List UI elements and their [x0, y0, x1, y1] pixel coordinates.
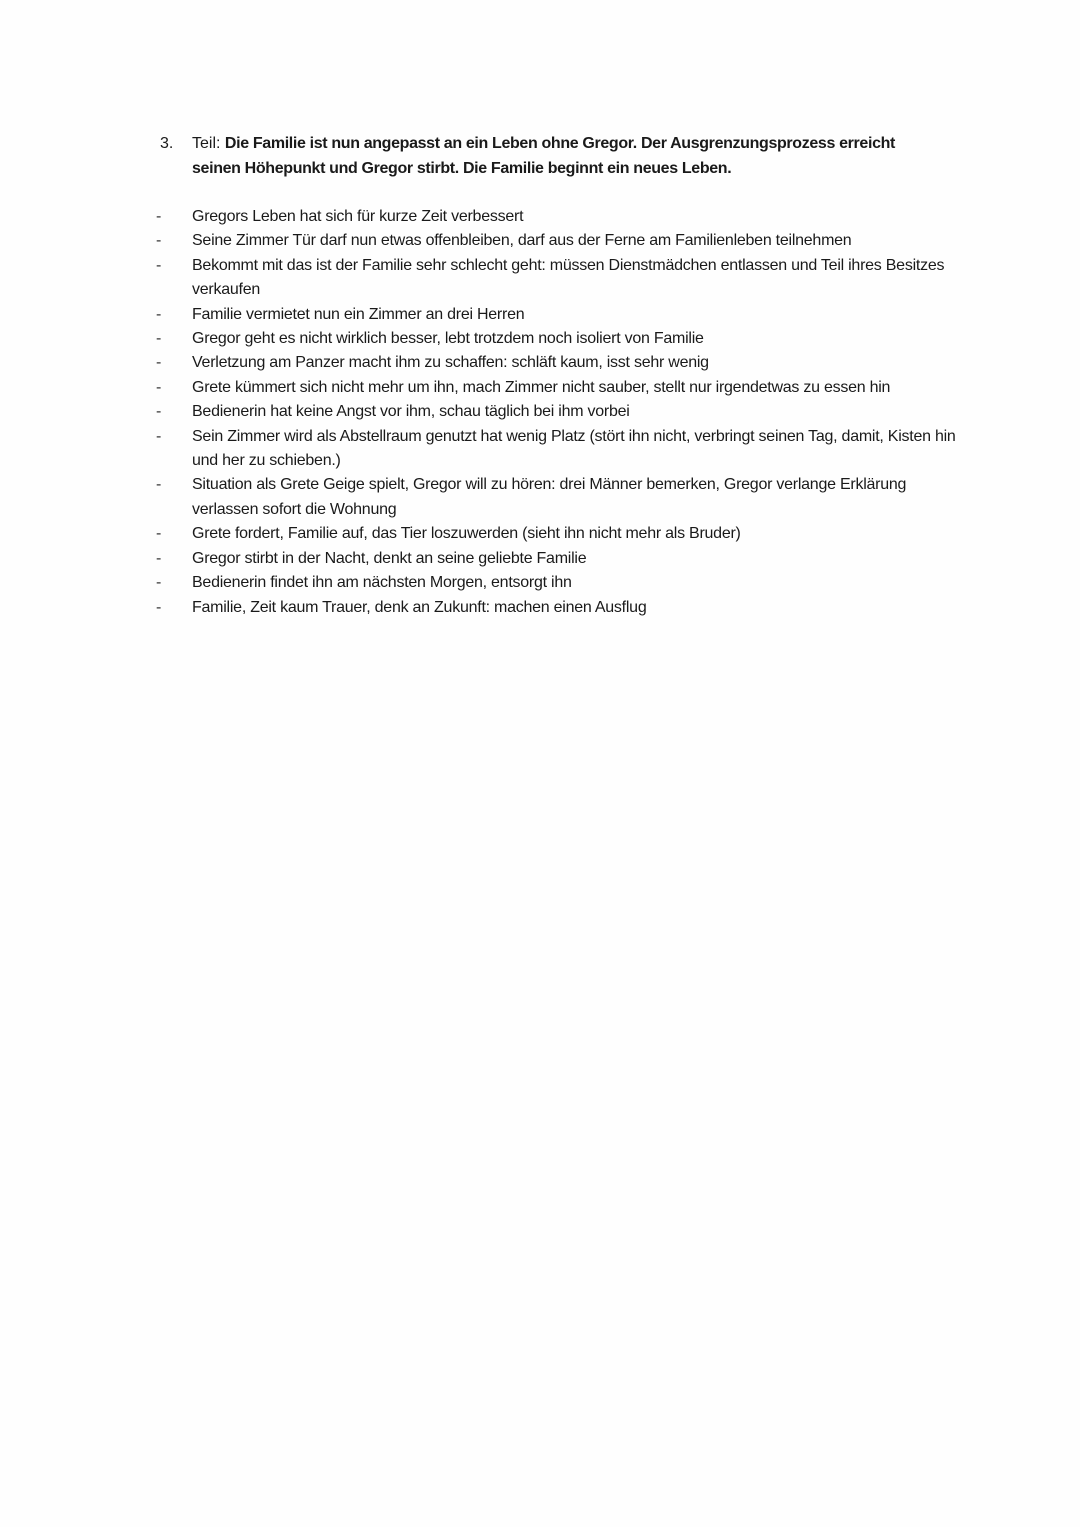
list-item-text: Gregor stirbt in der Nacht, denkt an seine geliebte Familie [192, 549, 587, 567]
bullet-dash: - [156, 427, 162, 445]
bullet-dash: - [156, 598, 162, 616]
bullet-dash: - [156, 330, 162, 348]
list-item-text: Bedienerin hat keine Angst vor ihm, schau täglich bei ihm vorbei [192, 403, 630, 421]
bullet-dash: - [156, 208, 162, 225]
list-item [156, 254, 956, 303]
list-item-text: Grete fordert, Familie auf, das Tier loszuwerden (sieht ihn nicht mehr als Bruder) [192, 525, 741, 543]
bullet-dash: - [156, 256, 162, 274]
list-item-text: Verletzung am Panzer macht ihm zu schaffen: schläft kaum, isst sehr wenig [192, 354, 709, 372]
section-heading [160, 132, 940, 181]
list-item [156, 547, 956, 571]
section-lead: Teil: [192, 135, 225, 152]
list-item [156, 351, 956, 375]
list-item [156, 425, 956, 474]
bullet-dash: - [156, 525, 162, 543]
list-item-text: Situation als Grete Geige spielt, Gregor will zu hören: drei Männer bemerken, Gregor verlange Erklärung verlassen sofort die Wohnung [192, 476, 907, 518]
list-item-text: Sein Zimmer wird als Abstellraum genutzt hat wenig Platz (stört ihn nicht, verbringt seinen Tag, damit, Kisten hin und her zu schieben.) [192, 427, 956, 470]
list-item-text: Grete kümmert sich nicht mehr um ihn, mach Zimmer nicht sauber, stellt nur irgendetwas zu essen hin [192, 378, 891, 396]
bullet-dash: - [156, 354, 162, 372]
list-item [156, 376, 956, 400]
list-item-text: Seine Zimmer Tür darf nun etwas offenbleiben, darf aus der Ferne am Familienleben teilnehmen [192, 232, 852, 250]
list-item [156, 571, 956, 595]
list-item [156, 473, 956, 522]
bullet-dash: - [156, 476, 162, 494]
bullet-dash: - [156, 574, 162, 592]
bullet-list [156, 205, 956, 620]
bullet-dash: - [156, 403, 162, 421]
list-item [156, 327, 956, 351]
bullet-dash: - [156, 232, 162, 250]
list-item [156, 303, 956, 327]
bullet-dash: - [156, 305, 162, 323]
bullet-dash: - [156, 378, 162, 396]
list-item-text: Gregors Leben hat sich für kurze Zeit verbessert [192, 208, 524, 225]
list-item [156, 205, 956, 229]
section-number: 3. [160, 135, 174, 152]
list-item-text: Gregor geht es nicht wirklich besser, lebt trotzdem noch isoliert von Familie [192, 330, 704, 348]
list-item-text: Familie, Zeit kaum Trauer, denk an Zukunft: machen einen Ausflug [192, 598, 647, 616]
list-item [156, 596, 956, 620]
list-item-text: Bekommt mit das ist der Familie sehr schlecht geht: müssen Dienstmädchen entlassen und Teil ihres Besitzes verkaufen [192, 256, 945, 299]
section-heading-text [192, 132, 940, 181]
section-title: Die Familie ist nun angepasst an ein Leben ohne Gregor. Der Ausgrenzungsprozess erreicht seinen Höhepunkt und Gregor stirbt. Die Familie beginnt ein neues Leben. [192, 135, 896, 177]
list-item-text: Bedienerin findet ihn am nächsten Morgen, entsorgt ihn [192, 574, 572, 592]
list-item-text: Familie vermietet nun ein Zimmer an drei Herren [192, 305, 525, 323]
list-item [156, 522, 956, 546]
list-item [156, 400, 956, 424]
bullet-dash: - [156, 549, 162, 567]
list-item [156, 229, 956, 253]
